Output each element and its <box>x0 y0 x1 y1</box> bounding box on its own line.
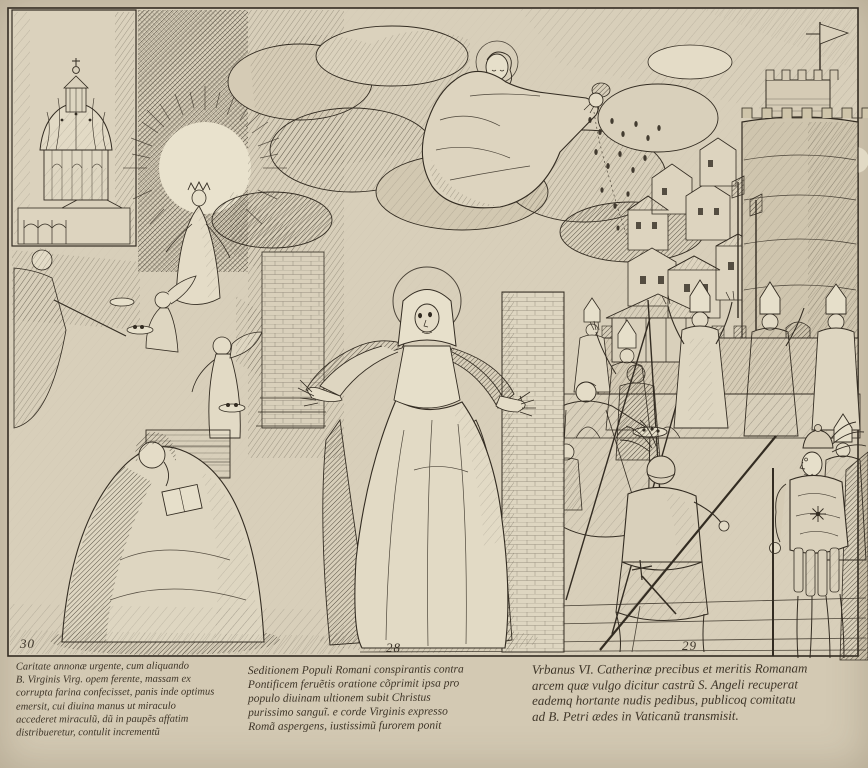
caption-line: accederet miraculũ, dũ in paupẽs affatim <box>16 713 189 726</box>
ground-shading <box>10 604 344 654</box>
caption-line: corrupta farina confecisset, panis inde optimus <box>15 686 215 700</box>
plate-number-left: 30 <box>20 636 35 651</box>
caption-center-scene <box>248 662 524 734</box>
caption-line: B. Virginis Virg. opem ferente, massam ex <box>15 673 191 686</box>
caption-left-scene <box>16 659 248 739</box>
plate-number-right: 29 <box>682 638 697 653</box>
caption-right-scene <box>532 660 866 724</box>
caption-line: distribueretur, contulit incrementũ <box>16 726 160 739</box>
caption-line: Romã aspergens, iustissimũ furorem ponit <box>248 719 442 733</box>
plate-number-center: 28 <box>386 640 401 655</box>
caption-line: eademq hortante nudis pedibus, publicoq comitatu <box>532 691 796 708</box>
caption-line: purissimo sanguĩ. e corde Virginis expresso <box>248 705 448 719</box>
caption-line: ad B. Petri ædes in Vaticanũ transmisit. <box>532 707 739 724</box>
caption-line: emersit, cui diuina manus ut miraculo <box>16 700 176 713</box>
caption-line: populo diuinam ultionem subit Christus <box>247 691 431 705</box>
caption-line: Caritate annonæ urgente, cum aliquando <box>15 660 190 673</box>
caption-line: Seditionem Populi Romani conspirantis contra <box>247 663 464 677</box>
caption-line: Pontificem feruẽtis oratione cõprimit ipsa pro <box>247 677 460 691</box>
caption-line: Vrbanus VI. Catherinæ precibus et meritis Romanam <box>531 660 808 677</box>
caption-line: arcem quæ vulgo dicitur castrũ S. Angeli recuperat <box>531 675 798 693</box>
